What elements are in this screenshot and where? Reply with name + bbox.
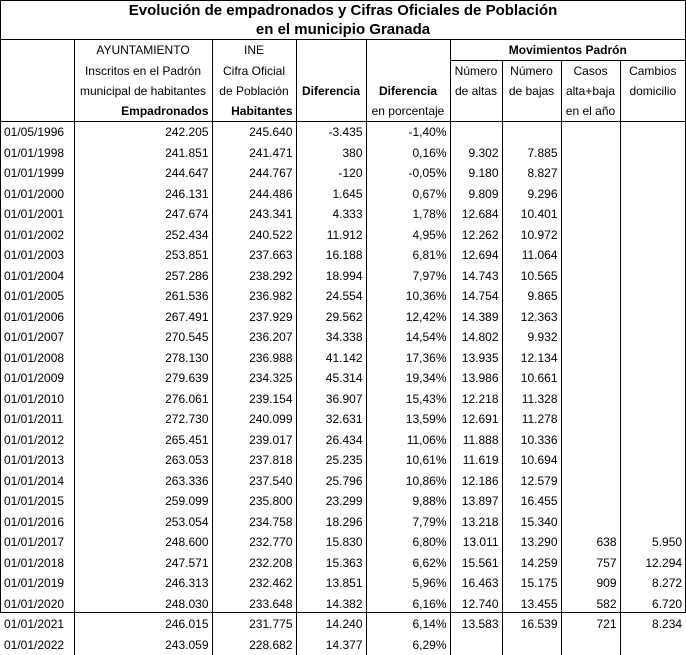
table-row <box>1 204 685 225</box>
cell-diferencia: -120 <box>296 163 366 184</box>
cell-diferencia: 23.299 <box>296 491 366 512</box>
header-casos-1: Casos <box>561 61 620 82</box>
cell-diferencia: 25.796 <box>296 471 366 492</box>
cell-date: 01/05/1996 <box>1 122 74 143</box>
cell-altas <box>450 635 502 655</box>
cell-ine: 236.982 <box>212 286 296 307</box>
cell-empadronados: 242.205 <box>74 122 212 143</box>
cell-date: 01/01/2021 <box>1 614 74 635</box>
cell-bajas: 10.661 <box>502 368 561 389</box>
cell-empadronados: 253.054 <box>74 512 212 533</box>
header-cifra-oficial: Cifra Oficial <box>212 61 296 82</box>
cell-diferencia-pct: 17,36% <box>366 348 450 369</box>
cell-altas: 12.186 <box>450 471 502 492</box>
cell-diferencia: 18.994 <box>296 266 366 287</box>
table-row <box>1 327 685 348</box>
cell-casos: 909 <box>561 573 620 594</box>
table-row <box>1 184 685 205</box>
cell-cambios <box>620 307 685 328</box>
cell-altas: 12.691 <box>450 409 502 430</box>
header-movimientos: Movimientos Padrón <box>450 40 685 61</box>
table-row <box>1 532 685 553</box>
cell-date: 01/01/2003 <box>1 245 74 266</box>
cell-ine: 245.640 <box>212 122 296 143</box>
cell-casos <box>561 409 620 430</box>
cell-diferencia: 24.554 <box>296 286 366 307</box>
cell-ine: 244.486 <box>212 184 296 205</box>
cell-altas: 12.684 <box>450 204 502 225</box>
cell-bajas: 9.296 <box>502 184 561 205</box>
table-row <box>1 553 685 574</box>
cell-bajas: 13.290 <box>502 532 561 553</box>
cell-casos: 721 <box>561 614 620 635</box>
cell-empadronados: 253.851 <box>74 245 212 266</box>
header-diferencia: Diferencia <box>296 81 366 101</box>
cell-casos <box>561 122 620 143</box>
cell-ine: 239.017 <box>212 430 296 451</box>
cell-diferencia-pct: 6,29% <box>366 635 450 655</box>
cell-cambios <box>620 348 685 369</box>
cell-date: 01/01/2014 <box>1 471 74 492</box>
cell-diferencia-pct: 19,34% <box>366 368 450 389</box>
header-altas-2: de altas <box>450 81 502 101</box>
cell-diferencia-pct: 14,54% <box>366 327 450 348</box>
cell-diferencia: 18.296 <box>296 512 366 533</box>
cell-diferencia-pct: 11,06% <box>366 430 450 451</box>
cell-bajas: 10.565 <box>502 266 561 287</box>
cell-diferencia: 15.830 <box>296 532 366 553</box>
header-ine: INE <box>212 40 296 61</box>
cell-ine: 232.208 <box>212 553 296 574</box>
cell-bajas: 13.455 <box>502 594 561 615</box>
cell-altas <box>450 122 502 143</box>
table-row <box>1 225 685 246</box>
table-row <box>1 307 685 328</box>
table-row <box>1 491 685 512</box>
cell-bajas: 12.363 <box>502 307 561 328</box>
table-row <box>1 143 685 164</box>
cell-altas: 13.583 <box>450 614 502 635</box>
table-row <box>1 163 685 184</box>
cell-bajas: 12.579 <box>502 471 561 492</box>
cell-empadronados: 246.313 <box>74 573 212 594</box>
cell-diferencia: 14.377 <box>296 635 366 655</box>
cell-casos <box>561 204 620 225</box>
cell-casos <box>561 225 620 246</box>
cell-diferencia: 36.907 <box>296 389 366 410</box>
cell-date: 01/01/2000 <box>1 184 74 205</box>
cell-bajas: 16.455 <box>502 491 561 512</box>
cell-empadronados: 246.131 <box>74 184 212 205</box>
cell-cambios <box>620 143 685 164</box>
cell-diferencia: 45.314 <box>296 368 366 389</box>
cell-bajas: 10.694 <box>502 450 561 471</box>
cell-diferencia: 4.333 <box>296 204 366 225</box>
cell-casos <box>561 143 620 164</box>
cell-casos <box>561 327 620 348</box>
cell-date: 01/01/2012 <box>1 430 74 451</box>
cell-diferencia-pct: 0,67% <box>366 184 450 205</box>
cell-bajas: 14.259 <box>502 553 561 574</box>
cell-empadronados: 247.674 <box>74 204 212 225</box>
cell-empadronados: 248.030 <box>74 594 212 615</box>
cell-cambios <box>620 471 685 492</box>
cell-diferencia: 14.240 <box>296 614 366 635</box>
cell-altas: 12.694 <box>450 245 502 266</box>
cell-bajas: 10.336 <box>502 430 561 451</box>
cell-empadronados: 241.851 <box>74 143 212 164</box>
cell-date: 01/01/2008 <box>1 348 74 369</box>
cell-empadronados: 259.099 <box>74 491 212 512</box>
cell-ine: 237.929 <box>212 307 296 328</box>
cell-empadronados: 279.639 <box>74 368 212 389</box>
cell-cambios <box>620 368 685 389</box>
cell-empadronados: 261.536 <box>74 286 212 307</box>
cell-empadronados: 252.434 <box>74 225 212 246</box>
cell-altas: 13.011 <box>450 532 502 553</box>
cell-date: 01/01/2007 <box>1 327 74 348</box>
header-casos-2: alta+baja <box>561 81 620 101</box>
cell-diferencia-pct: 13,59% <box>366 409 450 430</box>
cell-casos <box>561 471 620 492</box>
cell-ine: 228.682 <box>212 635 296 655</box>
table-row <box>1 635 685 655</box>
table-row <box>1 450 685 471</box>
header-cambios-2: domicilio <box>620 81 685 101</box>
cell-diferencia: 13.851 <box>296 573 366 594</box>
table-row <box>1 471 685 492</box>
cell-date: 01/01/2017 <box>1 532 74 553</box>
cell-casos <box>561 512 620 533</box>
cell-empadronados: 247.571 <box>74 553 212 574</box>
population-table <box>1 1 685 655</box>
header-habitantes: Habitantes <box>212 101 296 122</box>
cell-empadronados: 270.545 <box>74 327 212 348</box>
cell-casos <box>561 286 620 307</box>
cell-date: 01/01/2018 <box>1 553 74 574</box>
header-casos-3: en el año <box>561 101 620 122</box>
cell-cambios: 8.272 <box>620 573 685 594</box>
cell-bajas: 9.932 <box>502 327 561 348</box>
table-row <box>1 409 685 430</box>
cell-altas: 15.561 <box>450 553 502 574</box>
table-row <box>1 389 685 410</box>
cell-bajas: 10.972 <box>502 225 561 246</box>
cell-diferencia: 380 <box>296 143 366 164</box>
cell-diferencia: 15.363 <box>296 553 366 574</box>
cell-diferencia-pct: 6,81% <box>366 245 450 266</box>
cell-casos <box>561 348 620 369</box>
cell-casos: 638 <box>561 532 620 553</box>
cell-diferencia-pct: 6,62% <box>366 553 450 574</box>
table-row <box>1 368 685 389</box>
cell-cambios <box>620 389 685 410</box>
cell-diferencia: 26.434 <box>296 430 366 451</box>
cell-empadronados: 246.015 <box>74 614 212 635</box>
cell-casos <box>561 184 620 205</box>
table-row <box>1 614 685 635</box>
header-inscritos: Inscritos en el Padrón <box>74 61 212 82</box>
cell-bajas: 15.175 <box>502 573 561 594</box>
header-ayuntamiento: AYUNTAMIENTO <box>74 40 212 61</box>
cell-cambios <box>620 184 685 205</box>
cell-diferencia-pct: 10,61% <box>366 450 450 471</box>
cell-empadronados: 276.061 <box>74 389 212 410</box>
cell-ine: 231.775 <box>212 614 296 635</box>
header-cambios-1: Cambios <box>620 61 685 82</box>
cell-diferencia-pct: 9,88% <box>366 491 450 512</box>
table-row <box>1 573 685 594</box>
cell-cambios <box>620 491 685 512</box>
cell-casos <box>561 266 620 287</box>
cell-altas: 16.463 <box>450 573 502 594</box>
cell-altas: 14.389 <box>450 307 502 328</box>
cell-altas: 14.743 <box>450 266 502 287</box>
cell-diferencia-pct: 5,96% <box>366 573 450 594</box>
cell-altas: 13.218 <box>450 512 502 533</box>
cell-altas: 12.262 <box>450 225 502 246</box>
cell-altas: 13.935 <box>450 348 502 369</box>
cell-date: 01/01/2009 <box>1 368 74 389</box>
cell-diferencia-pct: 6,14% <box>366 614 450 635</box>
cell-bajas: 11.064 <box>502 245 561 266</box>
cell-diferencia: 11.912 <box>296 225 366 246</box>
cell-ine: 237.818 <box>212 450 296 471</box>
cell-casos <box>561 491 620 512</box>
cell-cambios <box>620 245 685 266</box>
cell-casos <box>561 163 620 184</box>
cell-ine: 244.767 <box>212 163 296 184</box>
cell-bajas: 16.539 <box>502 614 561 635</box>
cell-date: 01/01/2001 <box>1 204 74 225</box>
cell-diferencia: 16.188 <box>296 245 366 266</box>
cell-diferencia: 34.338 <box>296 327 366 348</box>
table-row <box>1 348 685 369</box>
cell-cambios <box>620 450 685 471</box>
cell-date: 01/01/2015 <box>1 491 74 512</box>
cell-date: 01/01/2010 <box>1 389 74 410</box>
cell-bajas <box>502 635 561 655</box>
cell-date: 01/01/2006 <box>1 307 74 328</box>
table-row <box>1 266 685 287</box>
cell-diferencia-pct: 12,42% <box>366 307 450 328</box>
cell-diferencia-pct: -1,40% <box>366 122 450 143</box>
cell-casos: 757 <box>561 553 620 574</box>
cell-ine: 233.648 <box>212 594 296 615</box>
cell-bajas: 12.134 <box>502 348 561 369</box>
cell-casos <box>561 307 620 328</box>
cell-diferencia: 25.235 <box>296 450 366 471</box>
header-diferencia-pct-2: en porcentaje <box>366 101 450 122</box>
cell-casos <box>561 635 620 655</box>
cell-ine: 240.522 <box>212 225 296 246</box>
cell-ine: 236.988 <box>212 348 296 369</box>
cell-cambios <box>620 635 685 655</box>
cell-date: 01/01/2016 <box>1 512 74 533</box>
cell-ine: 237.540 <box>212 471 296 492</box>
cell-diferencia-pct: 0,16% <box>366 143 450 164</box>
cell-empadronados: 267.491 <box>74 307 212 328</box>
cell-date: 01/01/2002 <box>1 225 74 246</box>
cell-empadronados: 265.451 <box>74 430 212 451</box>
cell-casos <box>561 245 620 266</box>
cell-empadronados: 243.059 <box>74 635 212 655</box>
cell-casos <box>561 450 620 471</box>
cell-diferencia-pct: 1,78% <box>366 204 450 225</box>
cell-cambios: 5.950 <box>620 532 685 553</box>
cell-cambios <box>620 225 685 246</box>
header-municipal: municipal de habitantes <box>74 81 212 101</box>
cell-diferencia: -3.435 <box>296 122 366 143</box>
cell-cambios <box>620 409 685 430</box>
cell-date: 01/01/2011 <box>1 409 74 430</box>
cell-diferencia-pct: 4,95% <box>366 225 450 246</box>
cell-altas: 9.180 <box>450 163 502 184</box>
cell-altas: 9.809 <box>450 184 502 205</box>
cell-cambios <box>620 204 685 225</box>
cell-cambios <box>620 430 685 451</box>
cell-casos <box>561 430 620 451</box>
cell-altas: 12.218 <box>450 389 502 410</box>
cell-date: 01/01/2019 <box>1 573 74 594</box>
cell-date: 01/01/2020 <box>1 594 74 615</box>
cell-date: 01/01/2005 <box>1 286 74 307</box>
cell-casos <box>561 368 620 389</box>
cell-ine: 235.800 <box>212 491 296 512</box>
cell-empadronados: 244.647 <box>74 163 212 184</box>
title-line-2: en el municipio Granada <box>1 20 685 40</box>
cell-bajas: 11.328 <box>502 389 561 410</box>
cell-diferencia-pct: 6,16% <box>366 594 450 615</box>
header-bajas-1: Número <box>502 61 561 82</box>
cell-diferencia-pct: 10,36% <box>366 286 450 307</box>
cell-diferencia: 1.645 <box>296 184 366 205</box>
table-body <box>1 122 685 655</box>
cell-date: 01/01/1998 <box>1 143 74 164</box>
cell-altas: 11.888 <box>450 430 502 451</box>
cell-ine: 240.099 <box>212 409 296 430</box>
cell-ine: 232.462 <box>212 573 296 594</box>
cell-cambios <box>620 286 685 307</box>
cell-ine: 239.154 <box>212 389 296 410</box>
cell-ine: 243.341 <box>212 204 296 225</box>
cell-date: 01/01/2013 <box>1 450 74 471</box>
cell-empadronados: 272.730 <box>74 409 212 430</box>
cell-ine: 234.758 <box>212 512 296 533</box>
cell-bajas: 9.865 <box>502 286 561 307</box>
cell-ine: 232.770 <box>212 532 296 553</box>
table-row <box>1 245 685 266</box>
cell-date: 01/01/2022 <box>1 635 74 655</box>
title-line-1: Evolución de empadronados y Cifras Oficiales de Población <box>1 1 685 20</box>
cell-cambios: 12.294 <box>620 553 685 574</box>
cell-bajas: 11.278 <box>502 409 561 430</box>
cell-empadronados: 263.336 <box>74 471 212 492</box>
table-row <box>1 286 685 307</box>
cell-bajas: 8.827 <box>502 163 561 184</box>
cell-altas: 12.740 <box>450 594 502 615</box>
cell-casos: 582 <box>561 594 620 615</box>
cell-cambios <box>620 122 685 143</box>
cell-cambios: 8.234 <box>620 614 685 635</box>
cell-cambios <box>620 512 685 533</box>
cell-ine: 236.207 <box>212 327 296 348</box>
cell-diferencia-pct: 10,86% <box>366 471 450 492</box>
cell-diferencia-pct: 7,97% <box>366 266 450 287</box>
table-row <box>1 430 685 451</box>
cell-altas: 9.302 <box>450 143 502 164</box>
header-de-poblacion: de Población <box>212 81 296 101</box>
cell-diferencia-pct: 6,80% <box>366 532 450 553</box>
cell-casos <box>561 389 620 410</box>
cell-altas: 11.619 <box>450 450 502 471</box>
cell-ine: 234.325 <box>212 368 296 389</box>
cell-bajas: 7.885 <box>502 143 561 164</box>
header-empadronados: Empadronados <box>74 101 212 122</box>
cell-altas: 14.754 <box>450 286 502 307</box>
header-bajas-2: de bajas <box>502 81 561 101</box>
header-diferencia-pct-1: Diferencia <box>366 81 450 101</box>
cell-bajas: 15.340 <box>502 512 561 533</box>
cell-diferencia-pct: -0,05% <box>366 163 450 184</box>
cell-bajas <box>502 122 561 143</box>
cell-diferencia-pct: 7,79% <box>366 512 450 533</box>
cell-empadronados: 263.053 <box>74 450 212 471</box>
cell-altas: 13.986 <box>450 368 502 389</box>
cell-diferencia: 41.142 <box>296 348 366 369</box>
cell-date: 01/01/1999 <box>1 163 74 184</box>
cell-diferencia: 14.382 <box>296 594 366 615</box>
table-row <box>1 122 685 143</box>
table-row <box>1 594 685 615</box>
cell-ine: 237.663 <box>212 245 296 266</box>
cell-cambios <box>620 163 685 184</box>
cell-diferencia: 32.631 <box>296 409 366 430</box>
cell-date: 01/01/2004 <box>1 266 74 287</box>
cell-empadronados: 257.286 <box>74 266 212 287</box>
cell-cambios <box>620 327 685 348</box>
cell-diferencia: 29.562 <box>296 307 366 328</box>
cell-empadronados: 248.600 <box>74 532 212 553</box>
cell-altas: 13.897 <box>450 491 502 512</box>
cell-ine: 238.292 <box>212 266 296 287</box>
cell-bajas: 10.401 <box>502 204 561 225</box>
cell-ine: 241.471 <box>212 143 296 164</box>
cell-empadronados: 278.130 <box>74 348 212 369</box>
cell-diferencia-pct: 15,43% <box>366 389 450 410</box>
table-row <box>1 512 685 533</box>
header-altas-1: Número <box>450 61 502 82</box>
cell-cambios: 6.720 <box>620 594 685 615</box>
cell-altas: 14.802 <box>450 327 502 348</box>
cell-cambios <box>620 266 685 287</box>
